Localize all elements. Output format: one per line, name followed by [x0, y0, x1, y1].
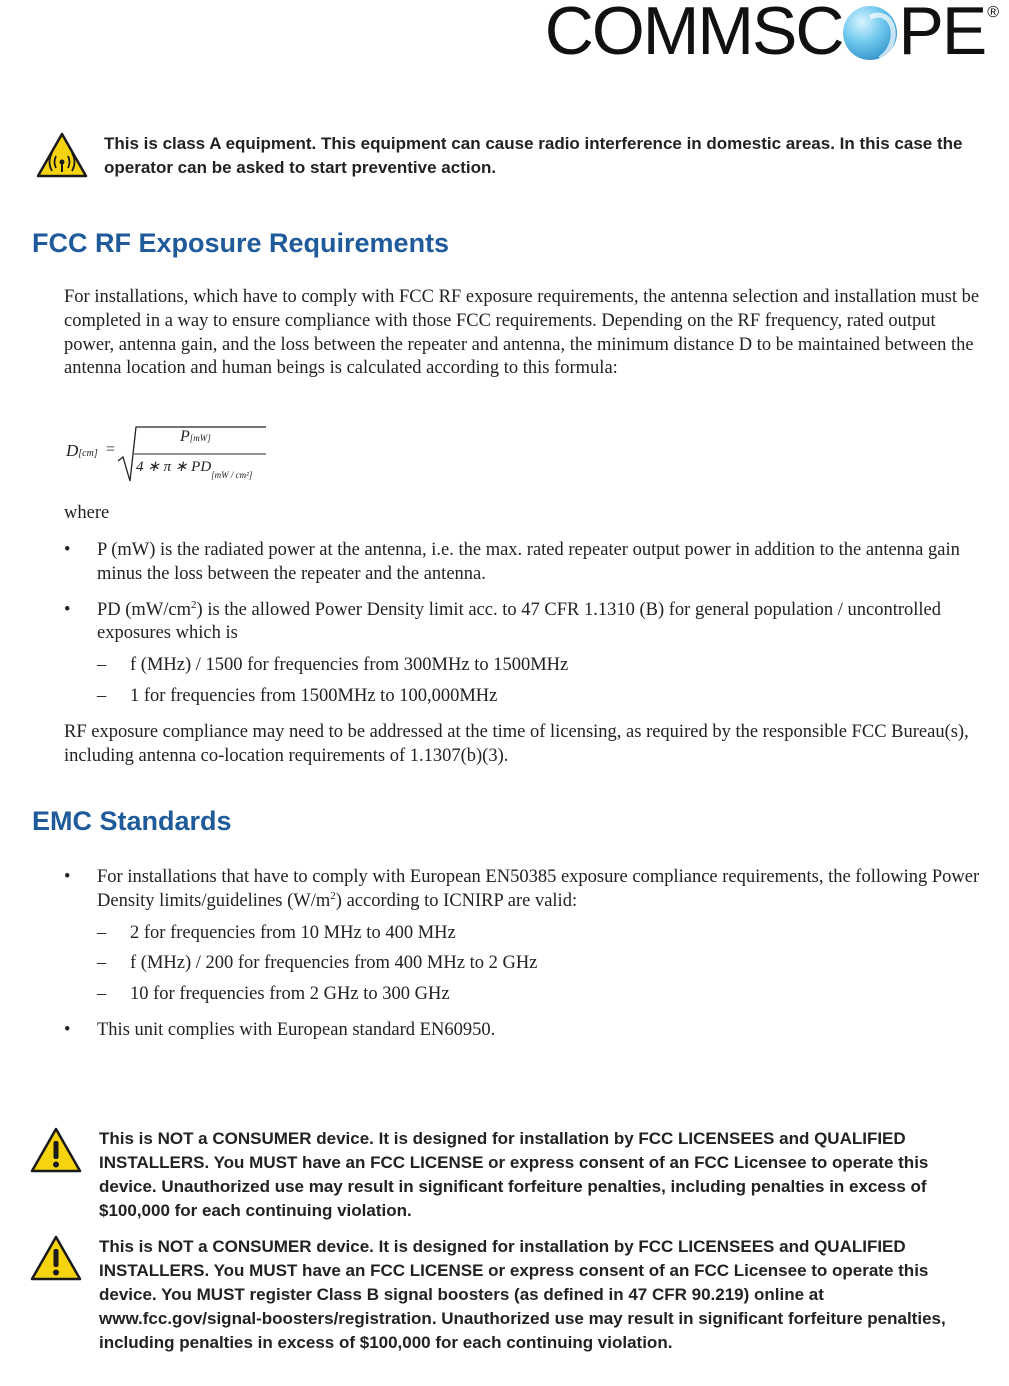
dash-marker: – [97, 953, 107, 974]
formula-lhs: D[cm] [66, 441, 98, 460]
commscope-logo [544, 0, 997, 69]
dash-marker: – [97, 922, 107, 943]
registered-mark: ® [987, 4, 997, 21]
sub-item-text: 10 for frequencies from 2 GHz to 300 GHz [130, 984, 450, 1005]
bullet-power-density: PD $(mW/cm^2)$ is the allowed Power Density limit acc. to 47 CFR 1.1310 (B) for general population / uncontrolled exposures which is [97, 598, 942, 644]
bullet-radiated-power: P (mW) is the radiated power at the antenna, i.e. the max. rated repeater output power in addition to the antenna gain minus the loss between the repeater and the antenna. [97, 540, 960, 584]
logo-text-right: PE [898, 0, 986, 69]
list-item [64, 599, 984, 709]
formula-equals: = [106, 441, 116, 458]
bullet-marker: • [64, 540, 71, 560]
dash-marker: – [97, 685, 107, 706]
bullet-en60950: This unit complies with European standard EN60950. [97, 1019, 496, 1040]
list-item [97, 983, 984, 1007]
sub-item-text: 2 for frequencies from 10 MHz to 400 MHz [130, 922, 456, 943]
list-item [64, 539, 984, 587]
power-density-sub-list [97, 654, 984, 709]
exclamation-warning-icon [30, 1127, 82, 1173]
sub-item-text: f (MHz) / 200 for frequencies from 400 MHz to 2 GHz [130, 953, 538, 974]
where-label: where [64, 503, 110, 523]
dash-marker: – [97, 655, 107, 676]
consumer-warning-2 [30, 1235, 980, 1355]
sub-item-text: 1 for frequencies from 1500MHz to 100,000MHz [130, 685, 498, 706]
dash-marker: – [97, 984, 107, 1005]
list-item [97, 654, 984, 678]
radio-interference-warning-icon [36, 132, 88, 178]
formula-denominator: 4 ∗ π ∗ $PD_{[mW / cm^2]}$ [136, 459, 253, 480]
emc-section-title: EMC Standards [32, 806, 232, 836]
consumer-warning-2-text: This is NOT a CONSUMER device. It is designed for installation by FCC LICENSEES and QUALIFIED INSTALLERS. You MUST have an FCC LICENSE or express consent of an FCC Licensee to operate this device. You MUST register Class B signal boosters (as defined in 47 CFR 90.219) online at www.fcc.gov/signal-boosters/registration. Unauthorized use may result in significant forfeiture penalties, including penalties in excess of $100,000 for each continuing violation. [99, 1237, 946, 1352]
logo-globe-icon [843, 6, 897, 60]
emc-sub-list [97, 922, 984, 1007]
class-a-warning-text: This is class A equipment. This equipment can cause radio interference in domestic areas. In this case the operator can be asked to start preventive action. [104, 134, 963, 177]
consumer-warning-1 [30, 1127, 980, 1223]
list-item [97, 922, 984, 946]
bullet-en50385: For installations that have to comply with European EN50385 exposure compliance requirements, the following Power Density limits/guidelines $(W/m^2)$ according to ICNIRP are valid: [97, 867, 980, 911]
sub-item-text: f (MHz) / 1500 for frequencies from 300MHz to 1500MHz [130, 655, 569, 676]
formula-numerator: P[mW] [180, 428, 211, 445]
bullet-marker: • [64, 599, 71, 620]
consumer-warning-1-text: This is NOT a CONSUMER device. It is designed for installation by FCC LICENSEES and QUALIFIED INSTALLERS. You MUST have an FCC LICENSE or express consent of an FCC Licensee to operate this device. Unauthorized use may result in significant forfeiture penalties, including penalties in excess of $100,000 for each continuing violation. [99, 1129, 929, 1220]
class-a-warning [36, 132, 976, 180]
bullet-marker: • [64, 1019, 71, 1040]
list-item [97, 952, 984, 976]
distance-formula [66, 425, 276, 487]
exclamation-warning-icon [30, 1235, 82, 1281]
list-item [64, 1019, 984, 1043]
fcc-intro-paragraph: For installations, which have to comply with FCC RF exposure requirements, the antenna selection and installation must be completed in a way to ensure compliance with those FCC requirements. Depending on the RF frequency, rated output power, antenna gain, and the loss between the repeater and antenna, the minimum distance D to be maintained between the antenna location and human beings is calculated according to this formula: [64, 287, 980, 379]
logo-text-left: COMMSC [544, 0, 843, 69]
list-item [97, 685, 984, 709]
emc-bullet-list [64, 866, 984, 1043]
licensing-paragraph: RF exposure compliance may need to be addressed at the time of licensing, as required by the responsible FCC Bureau(s), including antenna co-location requirements of 1.1307(b)(3). [64, 722, 969, 766]
fcc-section-title: FCC RF Exposure Requirements [32, 228, 450, 258]
bullet-marker: • [64, 867, 71, 887]
list-item [64, 866, 984, 1007]
fcc-bullet-list [64, 539, 984, 716]
